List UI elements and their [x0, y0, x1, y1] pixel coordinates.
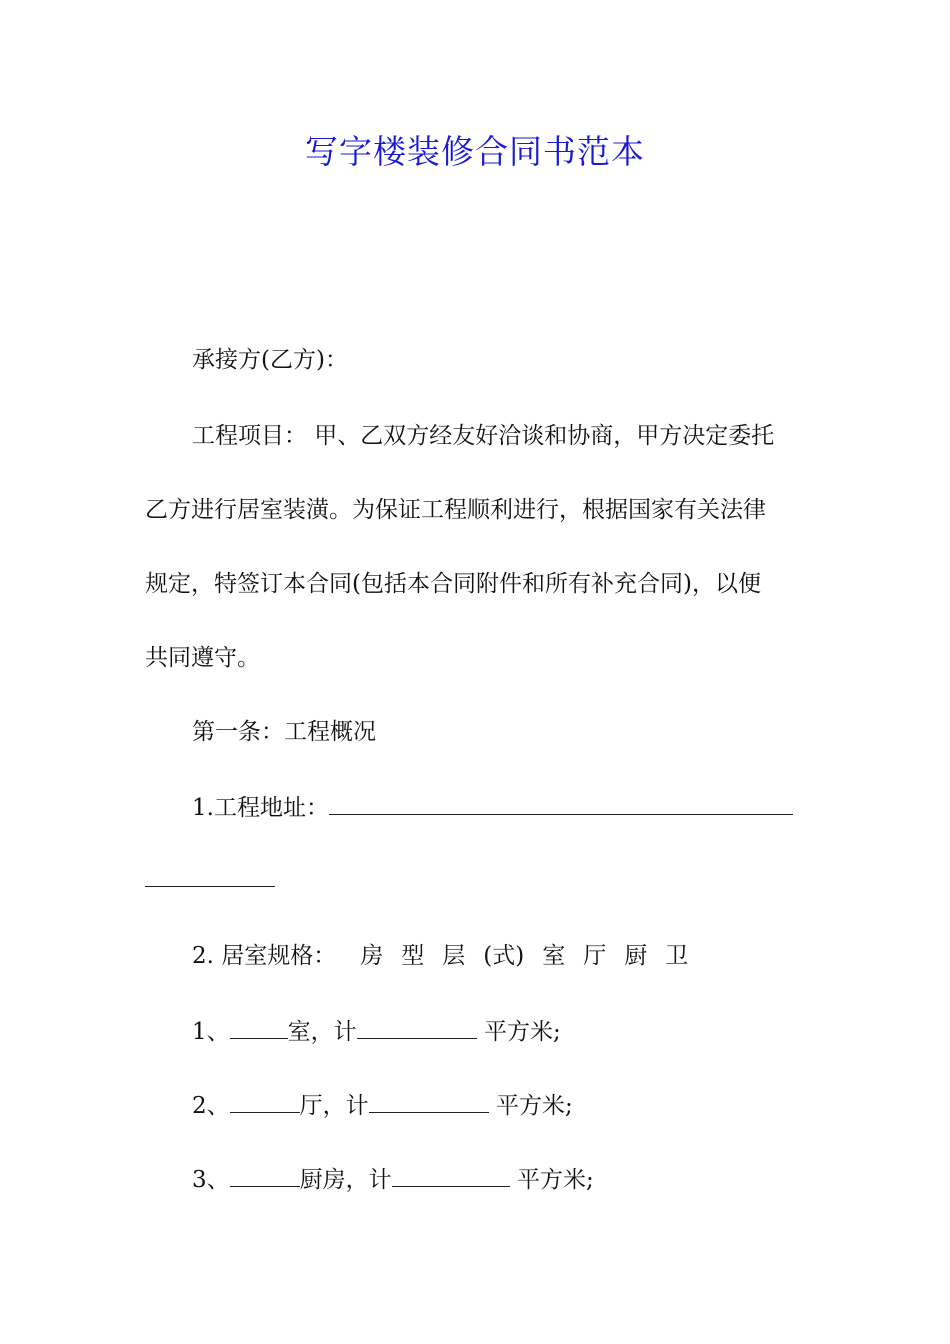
spec-item-hall: 厅: [583, 943, 607, 969]
room-prefix: 1、: [192, 1019, 230, 1045]
address-label: 1.工程地址：: [192, 795, 329, 821]
hall-prefix: 2、: [192, 1093, 230, 1119]
hall-line: [192, 1090, 573, 1122]
hall-count-blank: [230, 1090, 300, 1113]
project-paragraph-line-1: 工程项目： 甲、乙双方经友好洽谈和协商，甲方决定委托: [192, 423, 775, 449]
hall-area-blank: [369, 1090, 489, 1113]
room-unit: 室，计: [287, 1019, 357, 1045]
contractor-line: 承接方(乙方)：: [192, 347, 348, 373]
address-blank-continued: [145, 864, 275, 887]
kitchen-count-blank: [230, 1164, 300, 1187]
address-line: [192, 792, 793, 824]
kitchen-line: [192, 1164, 594, 1196]
room-suffix: 平方米;: [476, 1019, 561, 1045]
room-line: [192, 1016, 561, 1048]
article-1-heading: 第一条：工程概况: [192, 719, 376, 745]
room-area-blank: [357, 1016, 477, 1039]
project-paragraph-line-2: 乙方进行居室装潢。为保证工程顺利进行，根据国家有关法律: [145, 497, 766, 523]
address-continuation: [145, 864, 275, 896]
kitchen-unit: 厨房，计: [299, 1167, 392, 1193]
spec-item-ceng: 层: [442, 943, 466, 969]
spec-label: 2. 居室规格：: [192, 943, 337, 969]
spec-item-fang: 房: [360, 943, 384, 969]
spec-item-xing: 型: [401, 943, 425, 969]
spec-item-shi: (式): [483, 943, 525, 969]
spec-line: [192, 940, 706, 972]
hall-suffix: 平方米;: [488, 1093, 573, 1119]
spec-item-room: 室: [542, 943, 566, 969]
spec-item-bath: 卫: [665, 943, 689, 969]
spec-item-kitchen: 厨: [624, 943, 648, 969]
hall-unit: 厅，计: [299, 1093, 369, 1119]
kitchen-prefix: 3、: [192, 1167, 230, 1193]
room-count-blank: [230, 1016, 288, 1039]
address-blank: [329, 792, 793, 815]
project-paragraph-line-4: 共同遵守。: [145, 645, 260, 671]
project-paragraph-line-3: 规定，特签订本合同(包括本合同附件和所有补充合同)，以便: [145, 571, 761, 597]
document-title: 写字楼装修合同书范本: [305, 132, 645, 171]
kitchen-area-blank: [392, 1164, 510, 1187]
kitchen-suffix: 平方米;: [509, 1167, 594, 1193]
